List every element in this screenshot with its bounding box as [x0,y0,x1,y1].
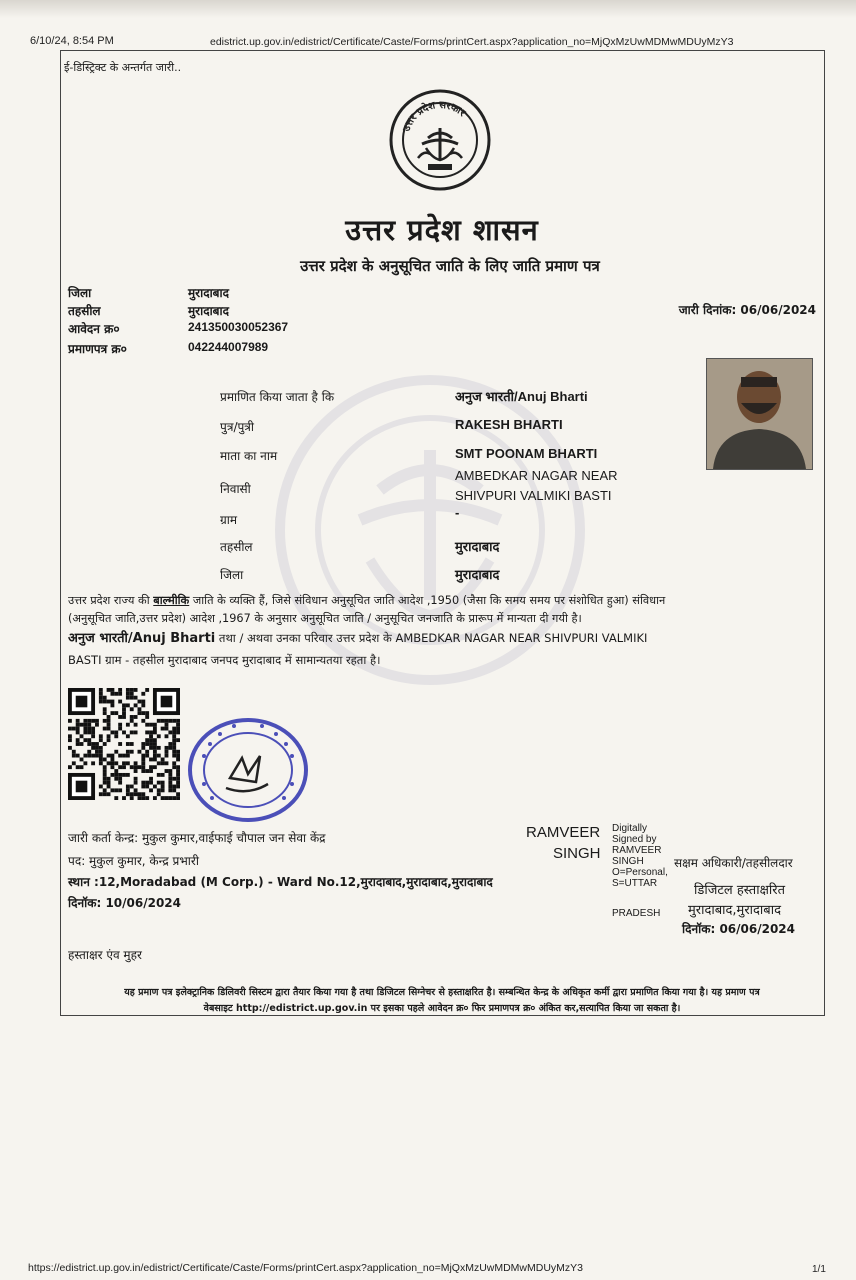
issuer-place: स्थान :12,Moradabad (M Corp.) - Ward No.12,मुरादाबाद,मुरादाबाद,मुरादाबाद [68,875,493,889]
applicant-photo [706,358,813,470]
issue-date: जारी दिनांक: 06/06/2024 [678,303,816,317]
dsig-line: SINGH [612,856,644,867]
signer-date: दिनॉक: 06/06/2024 [682,922,796,936]
detail-value-address-line2: SHIVPURI VALMIKI BASTI [455,488,612,503]
sign-seal-label: हस्ताक्षर एंव मुहर [68,948,142,962]
svg-text:उत्तर प्रदेश सरकार: उत्तर प्रदेश सरकार [401,99,468,134]
applicant-name-inline: अनुज भारती/Anuj Bharti [68,631,216,646]
digital-signature-info [612,823,668,889]
page-count: 1/1 [812,1264,826,1275]
para-text: तथा / अथवा उनका परिवार उत्तर प्रदेश के AMBEDKAR NAGAR NEAR SHIVPURI VALMIKI [215,631,648,645]
scan-top-edge [0,0,856,18]
certificate-paragraph-line4: BASTI ग्राम - तहसील मुरादाबाद जनपद मुरादाबाद में सामान्यतया रहता है। [68,653,381,667]
detail-value-tehsil: मुरादाबाद [455,539,500,554]
signer-role: सक्षम अधिकारी/तहसीलदार [674,856,793,870]
detail-value-father: RAKESH BHARTI [455,417,563,432]
meta-value-application-no: 241350030052367 [188,320,289,334]
detail-label-resident: निवासी [220,482,251,496]
dsig-line-pradesh: PRADESH [612,908,661,919]
dsig-line: O=Personal, [612,867,668,878]
signer-name-line2: SINGH [553,845,601,862]
certificate-paragraph-line3 [68,630,647,647]
detail-value-address-line1: AMBEDKAR NAGAR NEAR [455,468,618,483]
verification-qr-code [68,688,180,802]
digitally-signed-label: डिजिटल हस्ताक्षरित [694,883,785,898]
detail-value-name: अनुज भारती/Anuj Bharti [455,389,588,404]
footer-note-line2: वेबसाइट http://edistrict.up.gov.in पर इसका पहले आवेदन क्र० फिर प्रमाणपत्र क्र० अंकित कर,सत्यापित किया जा सकता है। [203,1003,681,1014]
meta-label-certificate-no: प्रमाणपत्र क्र० [68,342,127,356]
para-text: जाति के व्यक्ति हैं, जिसे संविधान अनुसूचित जाति आदेश ,1950 (जैसा कि समय समय पर संशोधित हुआ) संविधान [189,594,666,607]
certificate-paragraph-line2: (अनुसूचित जाति,उत्तर प्रदेश) आदेश ,1967 के अनुसार अनुसूचित जाति / अनुसूचित जनजाति के प्रारूप में मान्यता दी गयी है। [68,612,582,625]
dsig-line: RAMVEER [612,845,662,856]
issuer-date: दिनॉक: 10/06/2024 [68,896,182,910]
government-heading: उत्तर प्रदेश शासन [345,213,539,247]
meta-value-certificate-no: 042244007989 [188,340,269,354]
signer-place: मुरादाबाद,मुरादाबाद [688,903,781,918]
dsig-line: S=UTTAR [612,878,658,889]
detail-label-certified: प्रमाणित किया जाता है कि [220,390,335,404]
meta-value-district: मुरादाबाद [188,286,230,300]
dsig-line: Digitally [612,823,648,834]
csc-stamp-icon [186,716,310,824]
para-text: उत्तर प्रदेश राज्य की [68,594,154,607]
detail-label-mother: माता का नाम [220,449,278,463]
issuer-post: पद: मुकुल कुमार, केन्द्र प्रभारी [68,854,199,868]
meta-label-application-no: आवेदन क्र० [68,322,120,336]
dsig-line: Signed by [612,834,657,845]
detail-value-village: - [455,505,460,520]
meta-label-tehsil: तहसील [68,304,101,318]
detail-label-tehsil: तहसील [220,540,253,554]
footer-note-line1: यह प्रमाण पत्र इलेक्ट्रानिक डिलिवरी सिस्टम द्वारा तैयार किया गया है तथा डिजिटल सिग्नेचर से हस्ताक्षरित है। सम्बन्धित केन्द्र के अधिकृत कर्मी द्वारा प्रमाणित किया गया है। यह प्रमाण पत्र [124,987,760,998]
print-url-bottom: https://edistrict.up.gov.in/edistrict/Certificate/Caste/Forms/printCert.aspx?application_no=MjQxMzUwMDMwMDUyMzY3 [28,1262,584,1274]
detail-label-parent: पुत्र/पुत्री [220,420,255,434]
caste-name: बाल्मीकि [153,594,190,607]
detail-label-district: जिला [220,568,244,582]
issued-under-label: ई-डिस्ट्रिक्ट के अन्तर्गत जारी.. [64,61,182,74]
detail-value-mother: SMT POONAM BHARTI [455,446,598,461]
detail-label-village: ग्राम [220,513,238,527]
detail-value-district: मुरादाबाद [455,567,500,582]
certificate-paragraph-line1 [68,592,828,609]
meta-label-district: जिला [68,286,92,300]
issuing-center: जारी कर्ता केन्द्र: मुकुल कुमार,वाईफाई चौपाल जन सेवा केंद्र [68,831,326,845]
up-emblem-icon [388,88,492,192]
signer-name-line1: RAMVEER [526,824,601,841]
print-url-top: edistrict.up.gov.in/edistrict/Certificate/Caste/Forms/printCert.aspx?application_no=MjQxMzUwMDMwMDUyMzY3 [210,36,734,48]
print-datetime: 6/10/24, 8:54 PM [30,35,114,47]
certificate-title: उत्तर प्रदेश के अनुसूचित जाति के लिए जाति प्रमाण पत्र [300,257,600,275]
meta-value-tehsil: मुरादाबाद [188,304,230,318]
